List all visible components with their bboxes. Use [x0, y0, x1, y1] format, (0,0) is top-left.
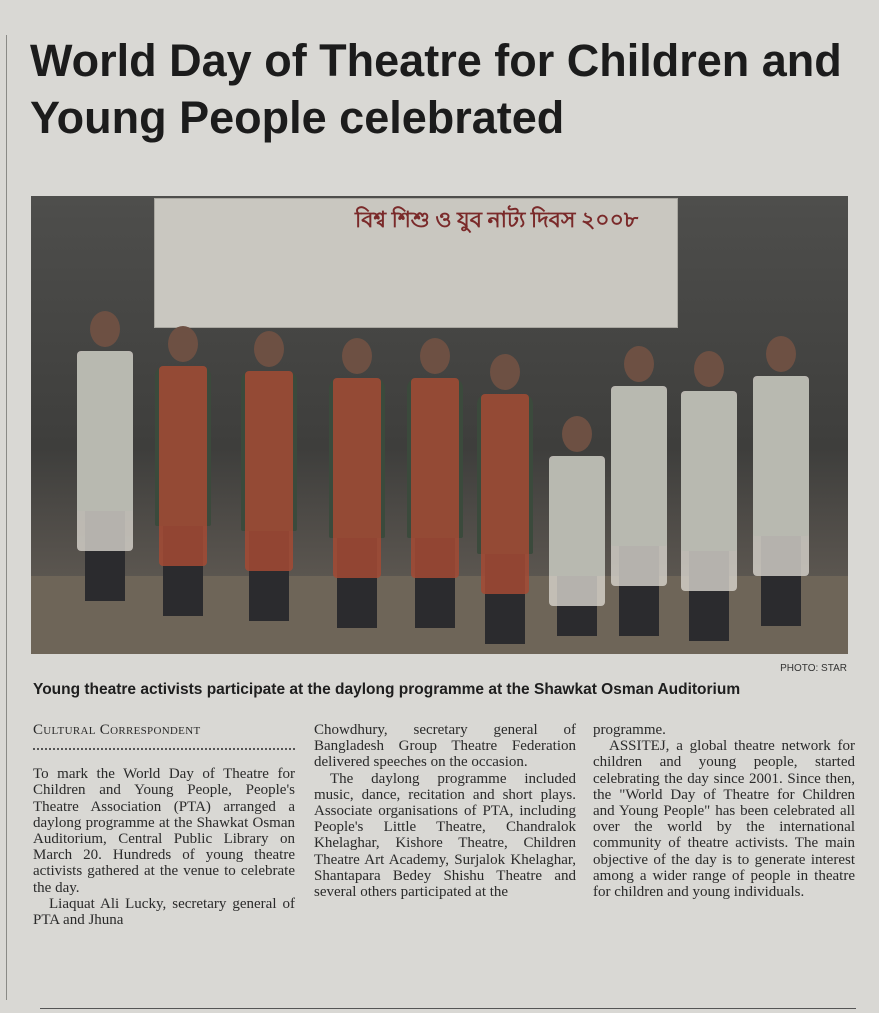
child-figure [477, 354, 533, 644]
banner-text: বিশ্ব শিশু ও যুব নাট্য দিবস ২০০৮ [355, 207, 639, 232]
paragraph: To mark the World Day of Theatre for Children and Young People, People's Theatre Association (PTA) arranged a daylong programme at the Shawkat Osman Auditorium, Central Public Library on March 20. Hundreds of young theatre activists gathered at the venue to celebrate the day. [33, 766, 295, 896]
text-column-3 [593, 722, 855, 900]
text-column-1 [33, 722, 295, 928]
paragraph: Liaquat Ali Lucky, secretary general of PTA and Jhuna [33, 895, 295, 929]
paragraph: The daylong programme included music, dance, recitation and short plays. Associate organisations of PTA, including People's Little Theatre, Chandralok Khelaghar, Kishore Theatre, Children Theatre Art Academy, Surjalok Khelaghar, Shantapara Bedey Shishu Theatre and several others participated at the [314, 770, 576, 901]
paragraph: ASSITEJ, a global theatre network for children and young people, started celebrating the day since 2001. Since then, the "World Day of Theatre for Children and Young People" has been celebrated all over the world by the international community of theatre activists. The main objective of the day is to generate interest among a wider range of people in theatre for children and young individuals. [593, 738, 855, 901]
headline: World Day of Theatre for Children and Young People celebrated [30, 35, 842, 143]
child-figure [77, 311, 133, 601]
photo-caption: Young theatre activists participate at the daylong programme at the Shawkat Osman Auditorium [33, 681, 741, 698]
bottom-rule [40, 1008, 856, 1009]
child-figure [155, 326, 211, 616]
text-column-2 [314, 722, 576, 900]
photo-credit: PHOTO: STAR [780, 663, 847, 674]
child-figure [407, 338, 463, 628]
child-figure [611, 346, 667, 636]
child-figure [549, 416, 605, 636]
child-figure [241, 331, 297, 621]
child-figure [329, 338, 385, 628]
child-figure [753, 336, 809, 626]
byline: Cultural Correspondent [33, 722, 295, 750]
paragraph: programme. [593, 722, 666, 738]
paragraph: Chowdhury, secretary general of Bangladesh Group Theatre Federation delivered speeches on the occasion. [314, 722, 576, 771]
child-figure [681, 351, 737, 641]
stage-banner [154, 198, 678, 328]
article-photo [31, 196, 848, 654]
column-rule [6, 35, 7, 1000]
